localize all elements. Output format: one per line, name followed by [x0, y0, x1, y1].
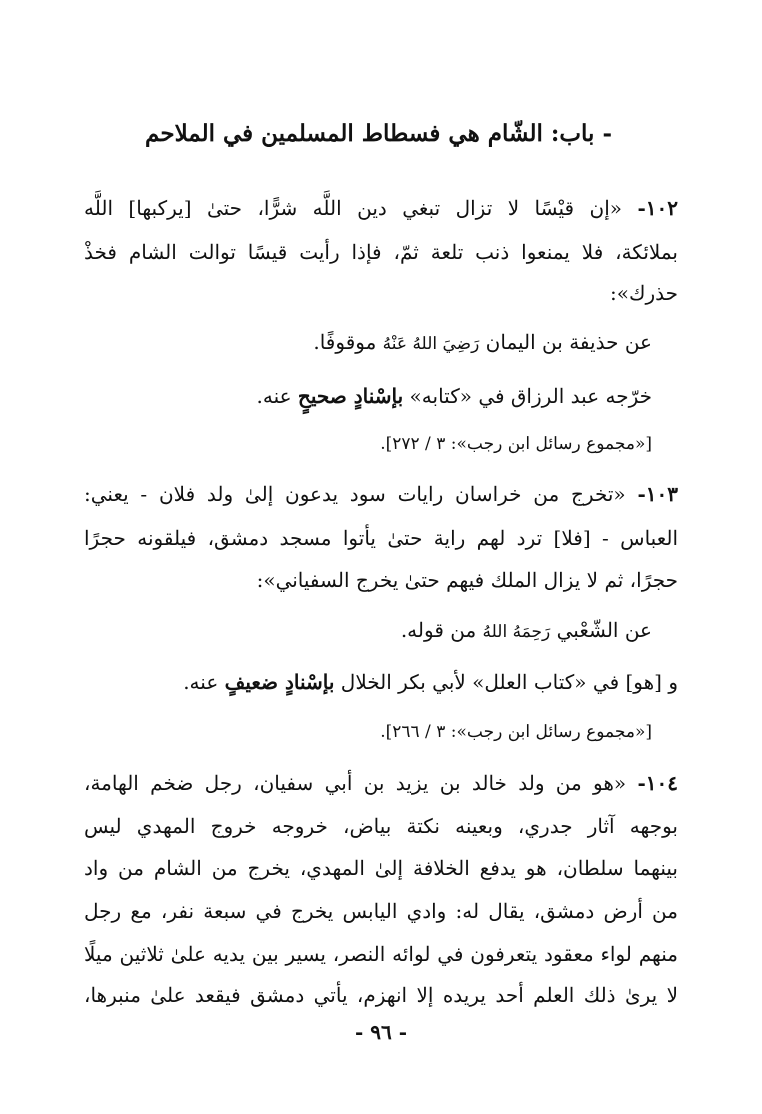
isnad-grade: بإسْنادٍ ضعيفٍ	[224, 670, 335, 694]
narrator-text: عن حذيفة بن اليمان	[485, 330, 652, 354]
hadith-104-line-1	[84, 763, 678, 803]
takhrij-end: عنه.	[183, 670, 219, 694]
hadith-102-narrator	[58, 322, 652, 364]
hadith-number: ١٠٤-	[637, 771, 678, 795]
hadith-103-narrator	[58, 610, 652, 652]
hadith-103-line-1	[84, 474, 678, 514]
honorific-glyph: رَضِيَ اللهُ عَنْهُ	[382, 334, 480, 354]
hadith-text: «تخرج من خراسان رايات سود يدعون إلىٰ ولد فلان - يعني:	[84, 482, 626, 506]
hadith-number: ١٠٣-	[637, 482, 678, 506]
hadith-104-line-5: منهم لواء معقود يتعرفون في لوائه النصر، يسير بين يديه علىٰ ثلاثين ميلًا	[84, 942, 678, 966]
hadith-104-line-6: لا يرىٰ ذلك العلم أحد يريده إلا انهزم، يأتي دمشق فيقعد علىٰ منبرها،	[84, 983, 678, 1007]
takhrij-end: عنه.	[256, 384, 292, 408]
hadith-text: «إن قيْسًا لا تزال تبغي دين اللَّه شرًّا، حتىٰ [يركبها] اللَّه	[84, 196, 623, 220]
hadith-103-line-2: العباس - [فلا] ترد لهم راية حتىٰ يأتوا مسجد دمشق، فيلقونه حجرًا	[84, 526, 678, 550]
hadith-104-line-3: بينهما سلطان، هو يدفع الخلافة إلىٰ المهدي، يخرج من الشام من واد	[84, 856, 678, 880]
hadith-102-takhrij	[58, 376, 652, 416]
hadith-number: ١٠٢-	[637, 196, 678, 220]
hadith-102-line-1	[84, 188, 678, 228]
page-number: - ٩٦ -	[354, 1020, 407, 1044]
hadith-104-line-2: بوجهه آثار جدري، وبعينه نكتة بياض، خروجه خروج المهدي ليس	[84, 814, 678, 838]
chapter-title: - باب: الشّام هي فسطاط المسلمين في الملاحم	[145, 120, 612, 147]
hadith-text: «هو من ولد خالد بن يزيد بن أبي سفيان، رجل ضخم الهامة،	[84, 771, 627, 795]
hadith-102-line-3: حذرك»:	[610, 281, 678, 305]
hadith-102-source: [«مجموع رسائل ابن رجب»: ٣ / ٢٧٢].	[380, 434, 652, 454]
narrator-text: عن الشّعْبي	[556, 618, 652, 642]
hadith-104-line-4: من أرض دمشق، يقال له: وادي اليابس يخرج في سبعة نفر، مع رجل	[84, 899, 678, 923]
hadith-102-line-2: بملائكة، فلا يمنعوا ذنب تلعة ثمّ، فإذا رأيت قيسًا توالت الشام فخذْ	[84, 240, 678, 264]
hadith-103-source: [«مجموع رسائل ابن رجب»: ٣ / ٢٦٦].	[380, 722, 652, 742]
isnad-grade: بإسْنادٍ صحيحٍ	[297, 384, 404, 408]
narrator-grade: من قوله.	[400, 618, 477, 642]
hadith-103-takhrij	[84, 662, 678, 702]
hadith-103-line-3: حجرًا، ثم لا يزال الملك فيهم حتىٰ يخرج السفياني»:	[256, 568, 678, 592]
honorific-glyph: رَحِمَهُ اللهُ	[482, 622, 551, 642]
takhrij-text: و [هو] في «كتاب العلل» لأبي بكر الخلال	[340, 670, 678, 694]
takhrij-text: خرّجه عبد الرزاق في «كتابه»	[409, 384, 652, 408]
narrator-grade: موقوفًا.	[313, 330, 377, 354]
